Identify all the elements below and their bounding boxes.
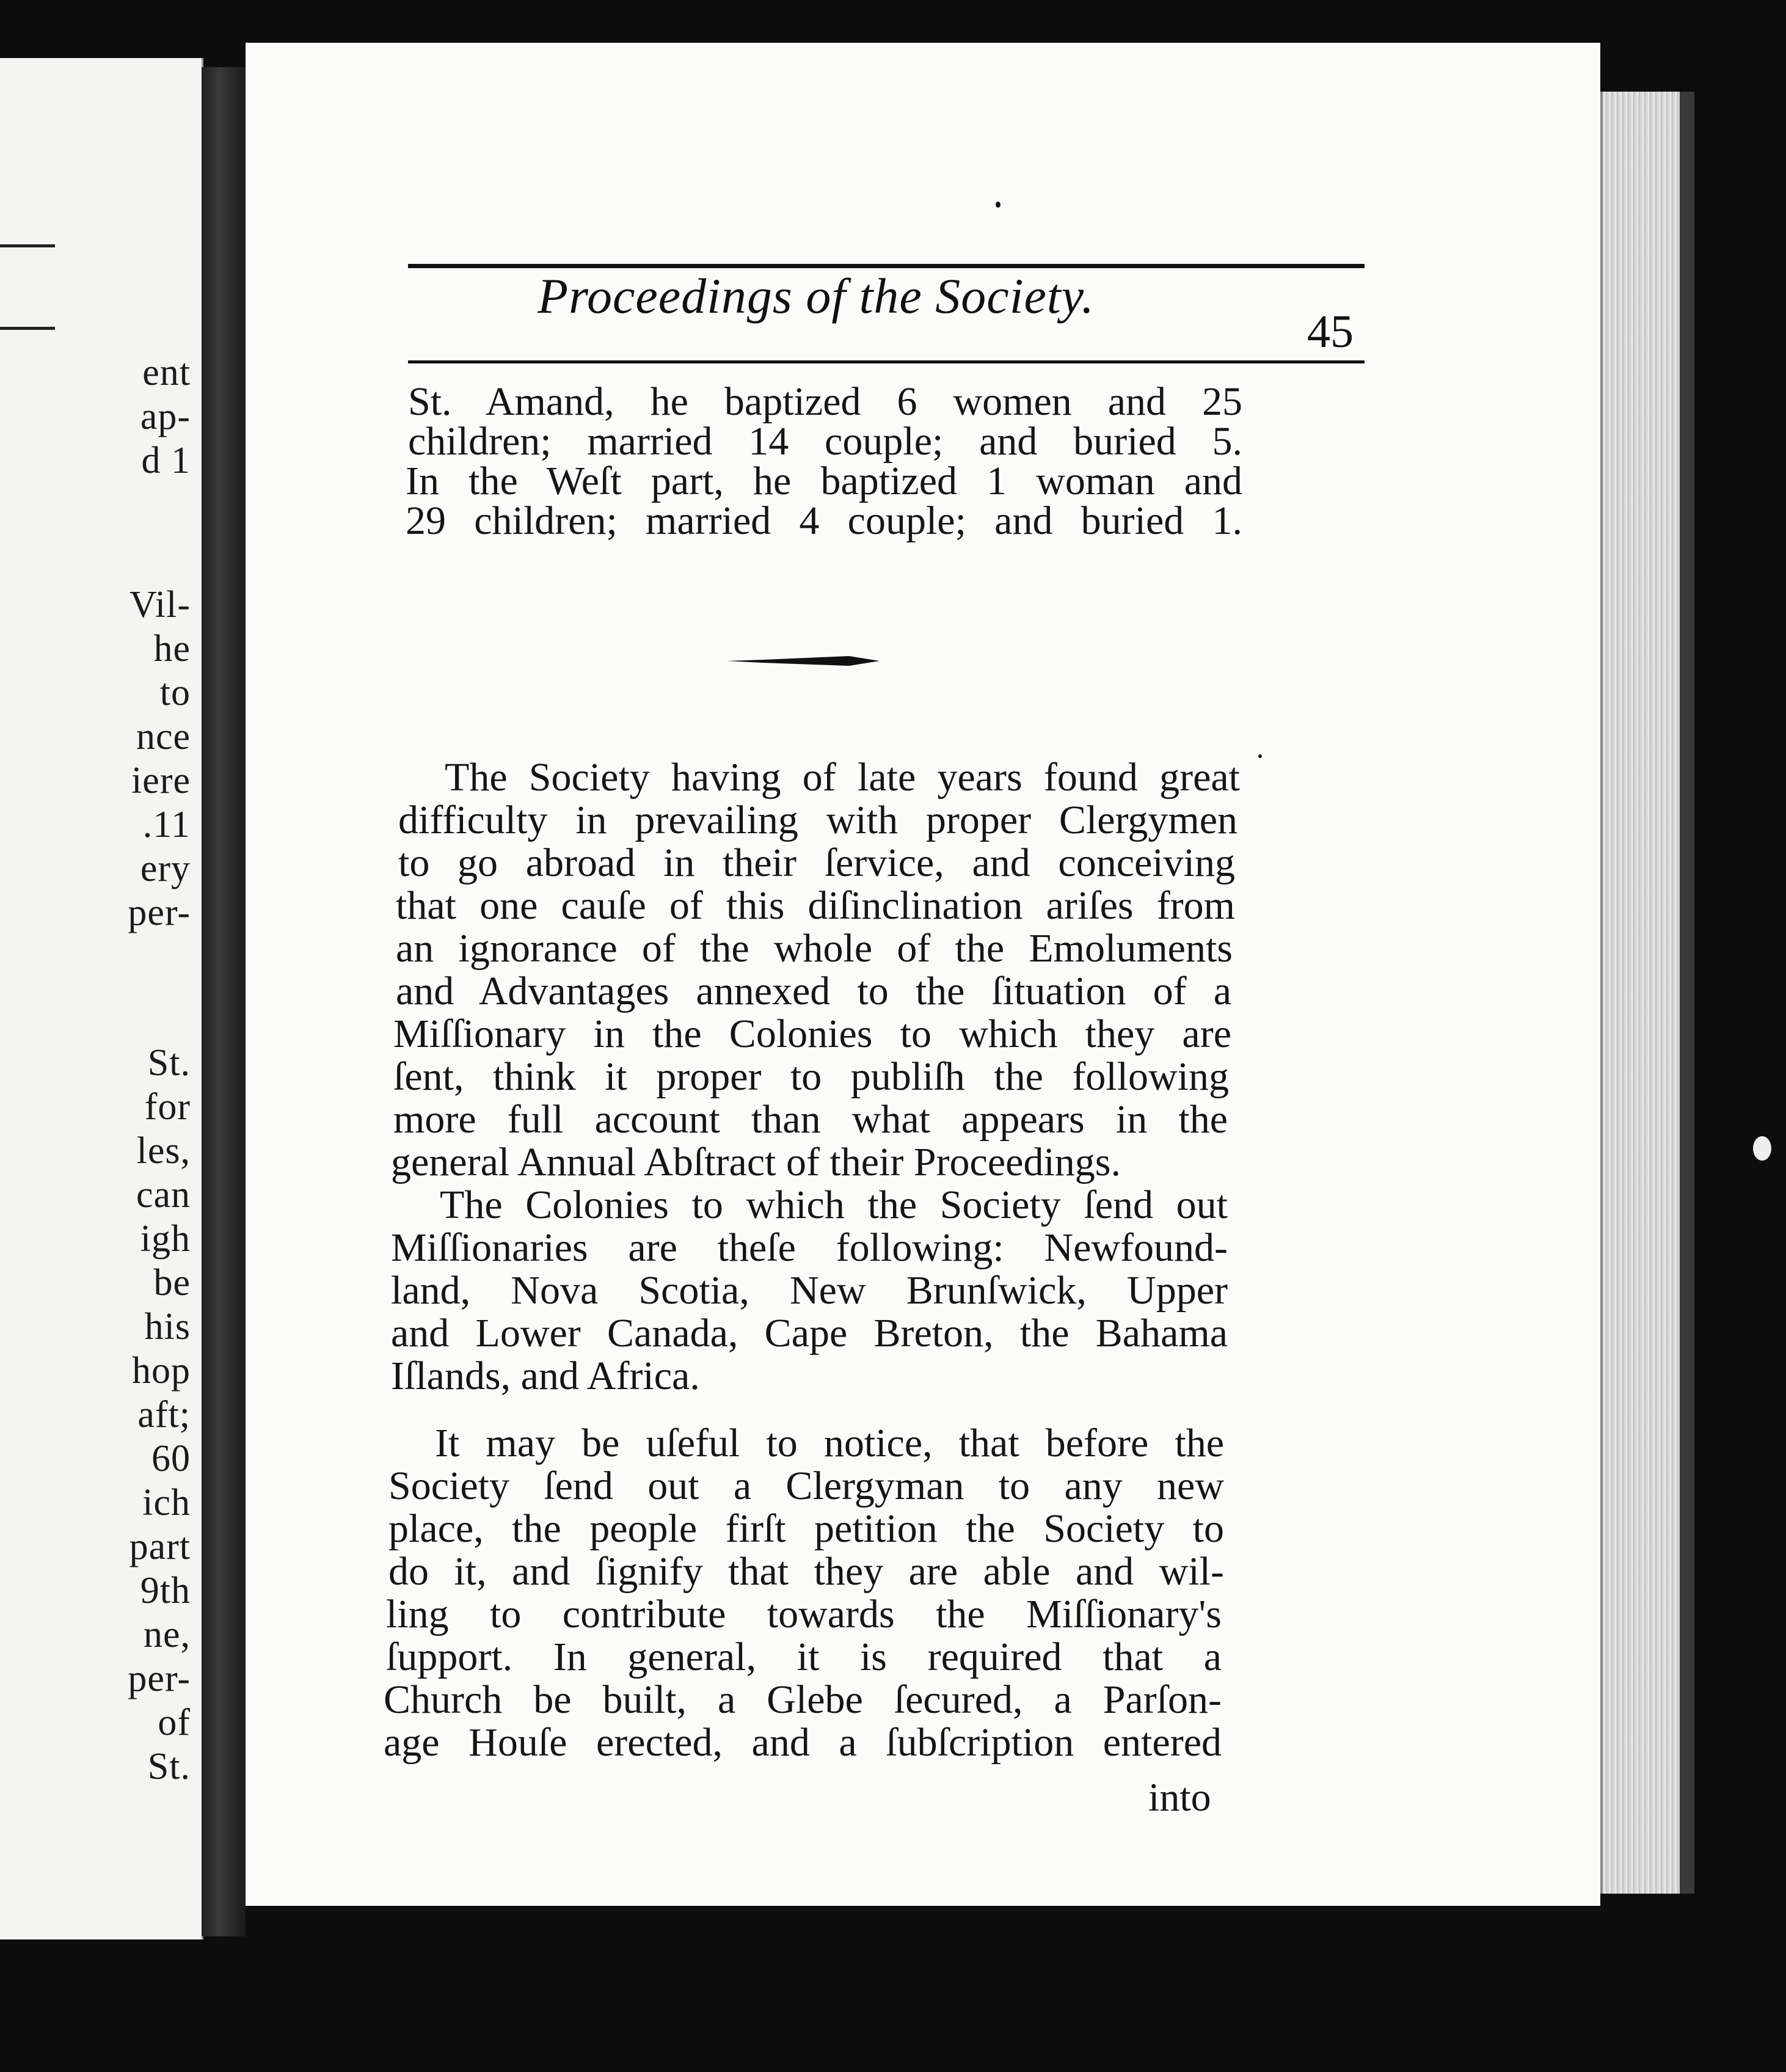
left-page-fragment: igh [140, 1218, 191, 1260]
text-line: land, Nova Scotia, New Brunſwick, Upper [391, 1268, 1228, 1313]
left-page-fragment: of [158, 1702, 191, 1743]
scan-speck [1258, 754, 1262, 758]
left-page-fragment: can [136, 1174, 191, 1216]
left-page-fragment: ap- [140, 396, 191, 437]
scan-speck [1753, 1136, 1771, 1161]
text-line: Church be built, a Glebe ſecured, a Parſon- [384, 1677, 1222, 1722]
left-page-fragment: 60 [151, 1438, 191, 1479]
page-block-shadow [1680, 92, 1694, 1894]
running-head-title: Proceedings of the Society. [538, 268, 1095, 324]
text-line: ſupport. In general, it is required that a [386, 1635, 1222, 1679]
text-line: St. Amand, he baptized 6 women and 25 [408, 379, 1242, 424]
left-page-fragment: ent [142, 352, 191, 393]
left-page-fragment: his [144, 1306, 191, 1348]
text-line: an ignorance of the whole of the Emoluments [396, 926, 1233, 971]
text-line: ſent, think it proper to publiſh the following [393, 1054, 1229, 1099]
left-page-fragment: per- [128, 1658, 191, 1699]
page-number: 45 [1307, 306, 1354, 357]
text-line: The Society having of late years found great [445, 755, 1240, 800]
left-page-fragment: hop [132, 1350, 191, 1392]
text-line: more full account than what appears in the [393, 1097, 1228, 1142]
page-block-edge [1600, 92, 1682, 1894]
text-line: It may be uſeful to notice, that before the [435, 1421, 1224, 1465]
text-line: to go abroad in their ſervice, and conceiving [398, 841, 1235, 885]
text-line: The Colonies to which the Society ſend out [440, 1183, 1228, 1227]
left-page-fragment: 9th [140, 1570, 191, 1611]
text-line: 29 children; married 4 couple; and buried 1. [406, 498, 1242, 543]
left-page-fragment: part [129, 1526, 191, 1567]
left-page-fragment: nce [136, 716, 191, 757]
text-line: Society ſend out a Clergyman to any new [388, 1464, 1224, 1508]
left-page [0, 58, 203, 1939]
text-line: and Advantages annexed to the ſituation of a [396, 969, 1231, 1013]
book-gutter [202, 67, 246, 1936]
left-page-rule [0, 327, 55, 330]
left-page-fragment: be [153, 1262, 191, 1304]
left-page-fragment: ne, [143, 1614, 191, 1655]
section-divider-ornament [727, 652, 880, 671]
text-line: place, the people firſt petition the Society to [388, 1506, 1224, 1551]
left-page-fragment: to [159, 672, 191, 713]
text-line: do it, and ſignify that they are able and wil- [388, 1549, 1224, 1594]
left-page-fragment: ery [140, 848, 191, 889]
left-page-fragment: St. [147, 1042, 191, 1084]
left-page-rule [0, 244, 55, 247]
left-page-fragment: for [144, 1086, 191, 1128]
text-line: that one cauſe of this diſinclination ariſes from [396, 883, 1235, 928]
text-line: and Lower Canada, Cape Breton, the Bahama [391, 1311, 1228, 1355]
scan-speck [996, 202, 1001, 208]
text-line: Miſſionaries are theſe following: Newfound- [391, 1225, 1228, 1270]
left-page-fragment: d 1 [141, 440, 191, 481]
left-page-fragment: .11 [142, 804, 191, 845]
left-page-fragment: per- [128, 892, 191, 933]
text-line: Iſlands, and Africa. [391, 1354, 700, 1398]
left-page-fragment: Vil- [129, 584, 191, 626]
text-line: general Annual Abſtract of their Proceedings. [391, 1140, 1121, 1184]
text-line: difficulty in prevailing with proper Clergymen [398, 798, 1237, 842]
text-line: In the Weſt part, he baptized 1 woman and [406, 459, 1242, 503]
left-page-fragment: aft; [137, 1394, 191, 1435]
text-line: children; married 14 couple; and buried 5. [408, 419, 1242, 464]
text-line: age Houſe erected, and a ſubſcription entered [384, 1720, 1222, 1765]
left-page-fragment: les, [136, 1130, 191, 1172]
left-page-fragment: iere [131, 760, 191, 801]
left-page-fragment: he [153, 628, 191, 669]
left-page-fragment: St. [147, 1746, 191, 1787]
catchword: into [1148, 1775, 1211, 1820]
text-line: ling to contribute towards the Miſſionary's [386, 1592, 1222, 1636]
header-rule-bottom [408, 360, 1365, 363]
text-line: Miſſionary in the Colonies to which they are [393, 1012, 1231, 1056]
left-page-fragment: ich [142, 1482, 191, 1523]
